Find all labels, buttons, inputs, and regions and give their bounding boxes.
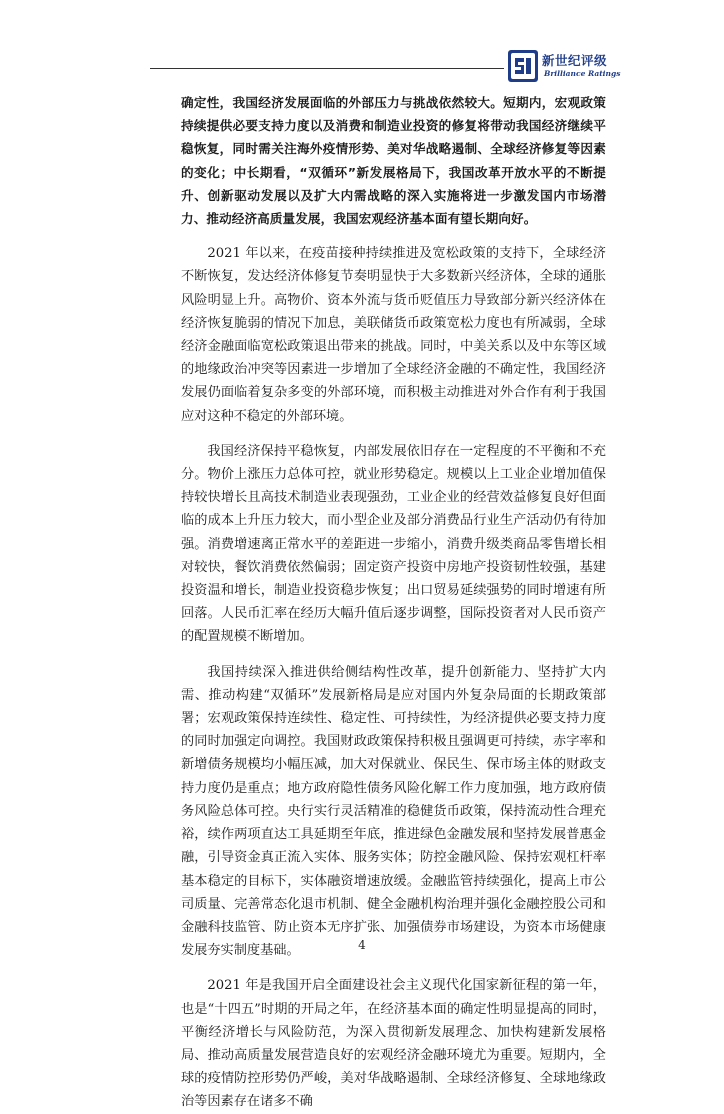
summary-paragraph: 确定性，我国经济发展面临的外部压力与挑战依然较大。短期内，宏观政策持续提供必要支持力度以及消费和制造业投资的修复将带动我国经济继续平稳恢复，同时需关注海外疫情形势、美对华战略遏制、全球经济修复等因素的变化；中长期看，“双循环”新发展格局下，我国改革开放水平的不断提升、创新驱动发展以及扩大内需战略的深入实施将进一步激发国内市场潜力、推动经济高质量发展，我国宏观经济基本面有望长期向好。 [181, 95, 606, 227]
body-paragraph: 我国经济保持平稳恢复，内部发展依旧存在一定程度的不平衡和不充分。物价上涨压力总体可控，就业形势稳定。规模以上工业企业增加值保持较快增长且高技术制造业表现强劲，工业企业的经营效益修复良好但面临的成本上升压力较大，而小型企业及部分消费品行业生产活动仍有待加强。消费增速离正常水平的差距进一步缩小，消费升级类商品零售增长相对较快，餐饮消费依然偏弱；固定资产投资中房地产投资韧性较强，基建投资温和增长，制造业投资稳步恢复；出口贸易延续强势的同时增速有所回落。人民币汇率在经历大幅升值后逐步调整，国际投资者对人民币资产的配置规模不断增加。 [181, 443, 606, 645]
body-paragraph: 我国持续深入推进供给侧结构性改革，提升创新能力、坚持扩大内需、推动构建“双循环”发展新格局是应对国内外复杂局面的长期政策部署；宏观政策保持连续性、稳定性、可持续性，为经济提供必要支持力度的同时加强定向调控。我国财政政策保持积极且强调更可持续，赤字率和新增债务规模均小幅压减，加大对保就业、保民生、保市场主体的财政支持力度仍是重点；地方政府隐性债务风险化解工作力度加强，地方政府债务风险总体可控。央行实行灵活精准的稳健货币政策，保持流动性合理充裕，续作两项直达工具延期至年底，推进绿色金融发展和坚持发展普惠金融，引导资金真正流入实体、服务实体；防控金融风险、保持宏观杠杆率基本稳定的目标下，实体融资增速放缓。金融监管持续强化，提高上市公司质量、完善常态化退市机制、健全金融机构治理并强化金融控股公司和金融科技监管、防止资本无序扩张、加强债券市场建设，为资本市场健康发展夯实制度基础。 [181, 664, 606, 959]
logo-chinese-name: 新世纪评级 [542, 53, 608, 68]
page-header [0, 0, 724, 90]
logo-icon [508, 50, 538, 82]
logo-english-name: Brilliance Ratings [544, 69, 621, 78]
brilliance-ratings-logo [508, 50, 628, 84]
page-number: 4 [358, 938, 366, 952]
body-paragraph: 2021 年是我国开启全面建设社会主义现代化国家新征程的第一年，也是“十四五”时期的开局之年，在经济基本面的确定性明显提高的同时，平衡经济增长与风险防范，为深入贯彻新发展理念、加快构建新发展格局、推动高质量发展营造良好的宏观经济金融环境尤为重要。短期内，全球的疫情防控形势仍严峻，美对华战略遏制、全球经济修复、全球地缘政治等因素存在诸多不确 [181, 978, 606, 1110]
body-paragraph: 2021 年以来，在疫苗接种持续推进及宽松政策的支持下，全球经济不断恢复，发达经济体修复节奏明显快于大多数新兴经济体，全球的通胀风险明显上升。高物价、资本外流与货币贬值压力导致部分新兴经济体在经济恢复脆弱的情况下加息，美联储货币政策宽松力度也有所减弱，全球经济金融面临宽松政策退出带来的挑战。同时，中美关系以及中东等区域的地缘政治冲突等因素进一步增加了全球经济金融的不确定性，我国经济发展仍面临着复杂多变的外部环境，而积极主动推进对外合作有利于我国应对这种不稳定的外部环境。 [181, 246, 606, 424]
document-body [181, 91, 606, 1114]
header-rule [150, 68, 504, 69]
